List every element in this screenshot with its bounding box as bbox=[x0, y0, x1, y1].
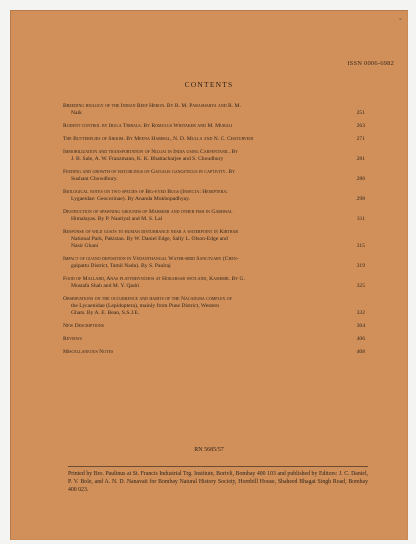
toc-entry-page: 406 bbox=[356, 335, 365, 342]
toc-entry bbox=[63, 276, 325, 290]
toc-entry bbox=[63, 323, 325, 330]
issn-number: ISSN 0006-6982 bbox=[347, 60, 394, 67]
toc-entry-title-line: Lygaeidae: Geocorinae). By Ananda Mukhopadhyay. bbox=[71, 195, 190, 202]
toc-entry bbox=[63, 256, 325, 270]
toc-entry-title-line: Himalayas. By P. Nautiyal and M. S. Lal bbox=[71, 215, 163, 222]
toc-entry-page: 408 bbox=[356, 348, 365, 355]
toc-entry-title-line: Food of Mallard, Anas platyrhynchos at Hokarsar wetland, Kashmir. By G. bbox=[63, 275, 245, 282]
toc-entry bbox=[63, 349, 325, 356]
toc-entry-title-line: Naik bbox=[71, 110, 82, 117]
toc-entry-page: 281 bbox=[356, 155, 365, 162]
toc-entry bbox=[63, 103, 325, 117]
contents-heading: CONTENTS bbox=[184, 80, 234, 89]
toc-entry-page: 298 bbox=[356, 195, 365, 202]
corner-mark: ⁱᵏ bbox=[398, 18, 402, 24]
toc-entry-title-line: galpattu District, Tamil Nadu). By S. Paulraj bbox=[71, 263, 171, 269]
toc-entry-title-line: the Lycaenidae (Lepidoptera), mainly from Pune District, Western bbox=[71, 303, 220, 309]
toc-entry bbox=[63, 149, 325, 163]
toc-entry-title-line: Nasir Ghani bbox=[71, 243, 99, 249]
toc-entry bbox=[63, 296, 325, 318]
toc-entry-title-line: Reviews bbox=[63, 335, 82, 342]
toc-entry-title-line: Response of wild goats to human disturbance near a waterpoint in Kirthar bbox=[63, 228, 239, 235]
toc-entry-page: 263 bbox=[356, 123, 365, 129]
journal-back-cover bbox=[10, 10, 408, 540]
toc-entry-title-line: The Butterflies of Sikkim. By Meena Haribal, N. D. Mulla and N. C. Chaturvedi bbox=[63, 135, 254, 142]
toc-entry-title-line: Destruction of spawning grounds of Mahseer and other fish in Garhwal bbox=[63, 208, 233, 215]
toc-entry-title-line: Observations on the occurrence and habits of the Nacaduba complex of bbox=[63, 295, 232, 302]
toc-entry-page: 319 bbox=[356, 263, 365, 269]
toc-entry bbox=[63, 136, 325, 143]
toc-entry-title-line: National Park, Pakistan. By W. Daniel Edge, Sally L. Olson-Edge and bbox=[71, 235, 228, 242]
toc-entry-title-line: Immobilization and transportation of Nilgai in India using Carfentanil. By bbox=[63, 148, 238, 155]
toc-entry-page: 251 bbox=[356, 110, 365, 117]
toc-entry-page: 271 bbox=[356, 135, 365, 142]
toc-entry-title-line: Impact of guano deposition in Vedanthangal Water-bird Sanctuary (Chen- bbox=[63, 255, 239, 262]
toc-entry-title-line: Rodent control by Irula Tribals. By Romulus Whitaker and M. Murali bbox=[63, 123, 233, 129]
toc-entry-title-line: Miscellaneous Notes bbox=[63, 348, 114, 355]
toc-entry-title-line: Mustafa Shah and M. Y. Qadri bbox=[71, 283, 140, 289]
toc-entry bbox=[63, 189, 325, 203]
toc-entry-title-line: Biological notes on two species of Big-eyed Bugs (Insecta: Hemiptera: bbox=[63, 188, 228, 195]
toc-entry-page: 315 bbox=[356, 243, 365, 249]
toc-entry bbox=[63, 229, 325, 251]
toc-entry bbox=[63, 169, 325, 183]
toc-entry-page: 311 bbox=[356, 215, 365, 222]
toc-entry-page: 332 bbox=[356, 310, 365, 317]
registration-number: RN 5685/57 bbox=[194, 447, 224, 453]
toc-entry-title-line: Breeding biology of the Indian Reef Heron. By B. M. Parasharya and R. M. bbox=[63, 103, 241, 109]
toc-entry bbox=[63, 209, 325, 223]
toc-entry-page: 364 bbox=[356, 323, 365, 329]
printer-imprint: Printed by Bro. Paulinus at St. Francis Industrial Trg. Institute, Borivli, Bombay 400 103 and published by Editors: J. C. Daniel, P. V. Bole, and A. N. D. Nanavati for Bombay Natural History Society, Hornbill House, Shaheed Bhagat Singh Road, Bombay 400 023. bbox=[68, 471, 368, 493]
divider-line bbox=[68, 466, 368, 467]
toc-entry-title-line: Ghats. By A. E. Bean, S.S.J.E. bbox=[71, 310, 140, 317]
toc-entry bbox=[63, 123, 325, 130]
toc-entry-title-line: Sushant Chowdhury. bbox=[71, 175, 118, 182]
toc-entry-title-line: Feeding and growth of hatchlings of Gavialis gangeticus in captivity. By bbox=[63, 168, 235, 175]
toc-entry-page: 286 bbox=[356, 175, 365, 182]
toc-entry-page: 325 bbox=[356, 283, 365, 289]
toc-entry-title-line: J. B. Sale, A. W. Franzmann, K. K. Bhattacharjee and S. Choudhury bbox=[71, 155, 224, 162]
toc-entry bbox=[63, 336, 325, 343]
toc-entry-title-line: New Descriptions bbox=[63, 323, 105, 329]
